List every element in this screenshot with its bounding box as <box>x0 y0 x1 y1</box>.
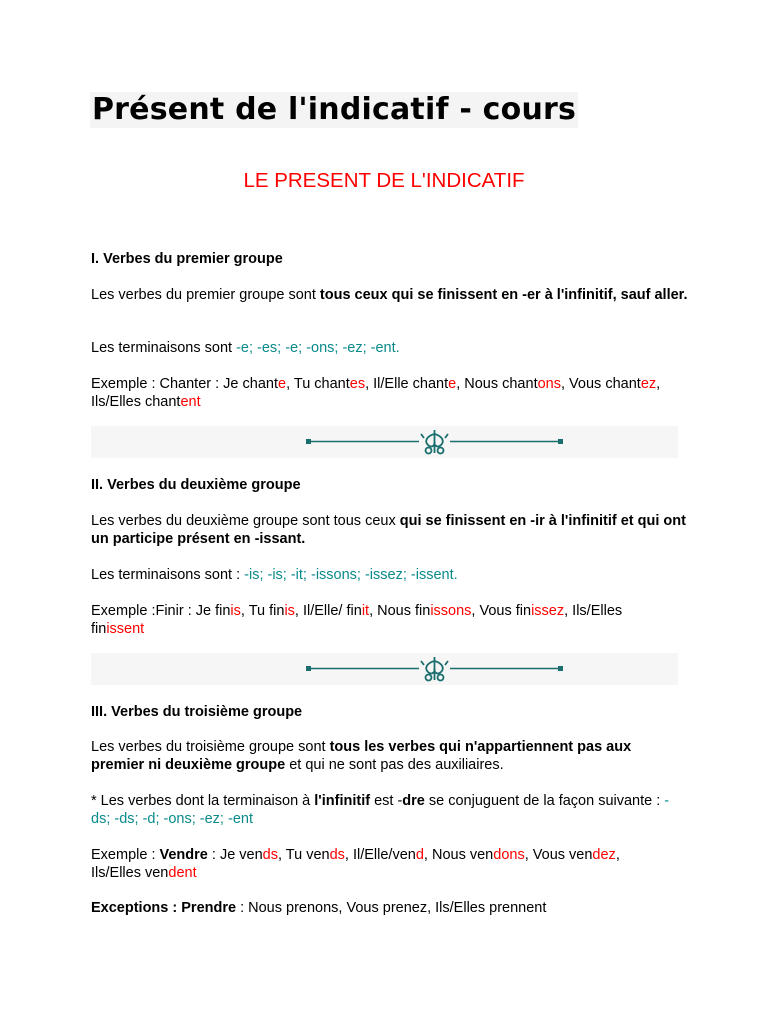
ending-highlight: es <box>349 376 366 392</box>
ending-highlight: e <box>448 376 457 392</box>
section3-rule <box>91 792 686 828</box>
page-title: Présent de l'indicatif - cours <box>92 92 577 127</box>
ornament-icon <box>91 653 678 685</box>
example-text: , Il/Elle chant <box>365 376 449 392</box>
rule-bold: dre <box>402 793 425 809</box>
example-text: , Nous fin <box>369 603 431 619</box>
example-text: , Tu ven <box>278 847 330 863</box>
endings-label: Les terminaisons sont : <box>91 567 245 583</box>
example-text: , Tu fin <box>240 603 285 619</box>
example-text: , Tu chant <box>286 376 350 392</box>
ending-highlight: ds <box>262 847 278 863</box>
section2-desc-bold: qui se finissent en -ir à l'infinitif et qui ont un participe présent en -issant. <box>91 513 686 547</box>
example-text: Exemple : Chanter : Je chant <box>91 376 278 392</box>
example-verb: Vendre <box>159 847 208 863</box>
example-text: , Vous fin <box>471 603 532 619</box>
ending-highlight: e <box>278 376 287 392</box>
ending-highlight: issons <box>430 603 472 619</box>
section2-description <box>91 512 691 548</box>
section3-desc-plain: Les verbes du troisième groupe sont <box>91 739 330 755</box>
ending-highlight: ons <box>537 376 561 392</box>
ending-highlight: it <box>361 603 370 619</box>
section2-example <box>91 602 666 638</box>
section3-desc-bold: tous les verbes qui n'appartiennent pas aux premier ni deuxième groupe <box>91 739 632 773</box>
example-text: , Vous ven <box>524 847 593 863</box>
ending-highlight: dons <box>493 847 525 863</box>
ornament-divider <box>91 426 678 458</box>
main-heading: LE PRESENT DE L'INDICATIF <box>243 169 525 192</box>
ending-highlight: issez <box>531 603 565 619</box>
ending-highlight: ds <box>329 847 345 863</box>
section3-heading: III. Verbes du troisième groupe <box>91 704 303 720</box>
rule-text: * Les verbes dont la terminaison à <box>91 793 315 809</box>
section3-exceptions <box>91 899 691 917</box>
example-text: , Il/Elle/ven <box>344 847 416 863</box>
section1-desc-bold: tous ceux qui se finissent en -er à l'infinitif, sauf aller. <box>319 287 688 303</box>
exceptions-text: : Nous prenons, Vous prenez, Ils/Elles prennent <box>236 900 547 916</box>
section1-example <box>91 375 661 411</box>
ornament-icon <box>91 426 678 458</box>
endings-label: Les terminaisons sont <box>91 340 237 356</box>
example-text: , Il/Elle/ fin <box>294 603 362 619</box>
rule-bold: l'infinitif <box>314 793 371 809</box>
example-text: , Nous ven <box>423 847 494 863</box>
section2-endings <box>91 566 691 584</box>
rule-text: se conjuguent de la façon suivante : <box>424 793 665 809</box>
section1-heading: I. Verbes du premier groupe <box>91 251 283 267</box>
section3-desc-tail: et qui ne sont pas des auxiliaires. <box>285 757 504 773</box>
example-text: Exemple :Finir : Je fin <box>91 603 231 619</box>
rule-text: est - <box>370 793 403 809</box>
example-text: , Ils/Elles fin <box>91 603 623 637</box>
section3-description <box>91 738 671 774</box>
example-label: Exemple : <box>91 847 160 863</box>
ending-highlight: dez <box>592 847 616 863</box>
ornament-divider <box>91 653 678 685</box>
example-text: , Ils/Elles ven <box>91 847 620 881</box>
section1-description <box>91 286 691 304</box>
example-text: , Vous chant <box>561 376 641 392</box>
ending-highlight: is <box>230 603 241 619</box>
example-text: : Je ven <box>207 847 263 863</box>
endings-list: -ds; -ds; -d; -ons; -ez; -ent <box>91 793 670 827</box>
ending-highlight: ent <box>180 394 201 410</box>
ending-highlight: is <box>284 603 295 619</box>
ending-highlight: ez <box>640 376 657 392</box>
endings-list: -e; -es; -e; -ons; -ez; -ent. <box>236 340 400 356</box>
ending-highlight: d <box>415 847 424 863</box>
section2-desc-plain: Les verbes du deuxième groupe sont tous ceux <box>91 513 400 529</box>
section2-heading: II. Verbes du deuxième groupe <box>91 477 301 493</box>
example-text: , Ils/Elles chant <box>91 376 661 410</box>
section1-endings <box>91 339 691 357</box>
ending-highlight: issent <box>106 621 145 637</box>
endings-list: -is; -is; -it; -issons; -issez; -issent. <box>244 567 458 583</box>
section1-desc-plain: Les verbes du premier groupe sont <box>91 287 320 303</box>
ending-highlight: dent <box>168 865 197 881</box>
exceptions-verb: Prendre <box>181 900 237 916</box>
section3-example <box>91 846 651 882</box>
exceptions-label: Exceptions : <box>91 900 182 916</box>
example-text: , Nous chant <box>456 376 538 392</box>
